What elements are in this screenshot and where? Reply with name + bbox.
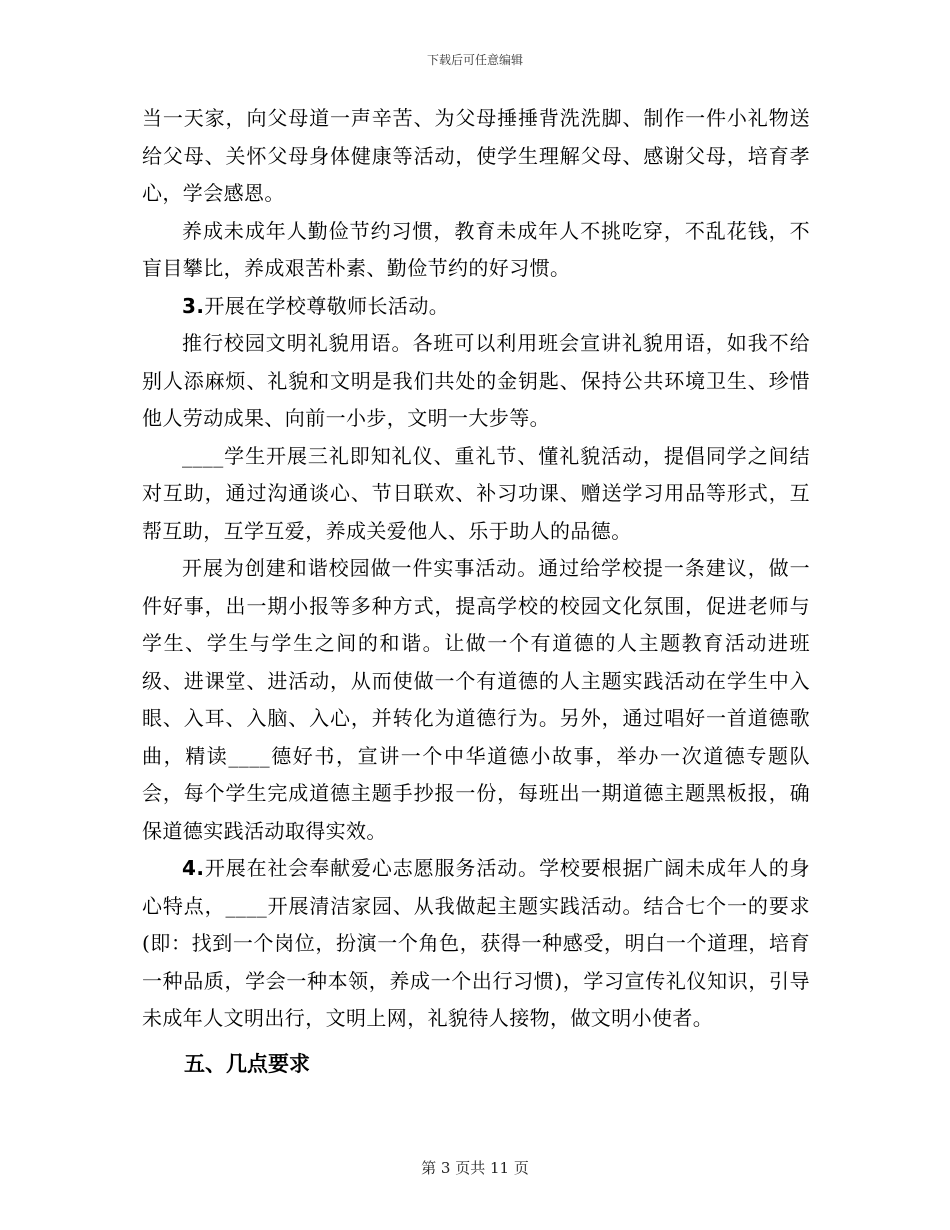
- list-item-text: 开展在学校尊敬师长活动。: [204, 293, 450, 318]
- paragraph-polite-language: 推行校园文明礼貌用语。各班可以利用班会宣讲礼貌用语，如我不给别人添麻烦、礼貌和文明是我们共处的金钥匙、保持公共环境卫生、珍惜他人劳动成果、向前一小步，文明一大步等。: [142, 331, 810, 430]
- list-number: 3.: [182, 293, 205, 318]
- paragraph-frugality: 养成未成年人勤俭节约习惯，教育未成年人不挑吃穿，不乱花钱，不盲目攀比，养成艰苦朴素、勤俭节约的好习惯。: [142, 218, 810, 280]
- list-item-4: [142, 850, 810, 1038]
- paragraph-three-etiquette: ____学生开展三礼即知礼仪、重礼节、懂礼貌活动，提倡同学之间结对互助，通过沟通谈心、节日联欢、补习功课、赠送学习用品等形式，互帮互助，互学互爱，养成关爱他人、乐于助人的品德。: [142, 443, 810, 543]
- list-item-3: [142, 288, 810, 326]
- document-body: [142, 100, 810, 1084]
- page-header: 下载后可任意编辑: [426, 53, 523, 67]
- list-number: 4.: [182, 856, 205, 880]
- page-footer: 第 3 页共 11 页: [421, 1159, 529, 1177]
- section-heading: 五、几点要求: [184, 1051, 310, 1076]
- paragraph-continuation: 当一天家，向父母道一声辛苦、为父母捶捶背洗洗脚、制作一件小礼物送给父母、关怀父母身体健康等活动，使学生理解父母、感谢父母，培育孝心，学会感恩。: [142, 106, 810, 205]
- list-item-text: 开展在社会奉献爱心志愿服务活动。学校要根据广阔未成年人的身心特点，____开展清洁家园、从我做起主题实践活动。结合七个一的要求(即：找到一个岗位，扮演一个角色，获得一种感受，明白一个道理，培育一种品质，学会一种本领，养成一个出行习惯)，学习宣传礼仪知识，引导未成年人文明出行，文明上网，礼貌待人接物，做文明小使者。: [142, 856, 810, 1030]
- paragraph-harmonious-campus: 开展为创建和谐校园做一件实事活动。通过给学校提一条建议，做一件好事，出一期小报等多种方式，提高学校的校园文化氛围，促进老师与学生、学生与学生之间的和谐。让做一个有道德的人主题教育活动进班级、进课堂、进活动，从而使做一个有道德的人主题实践活动在学生中入眼、入耳、入脑、入心，并转化为道德行为。另外，通过唱好一首道德歌曲，精读____德好书，宣讲一个中华道德小故事，举办一次道德专题队会，每个学生完成道德主题手抄报一份，每班出一期道德主题黑板报，确保道德实践活动取得实效。: [142, 556, 810, 843]
